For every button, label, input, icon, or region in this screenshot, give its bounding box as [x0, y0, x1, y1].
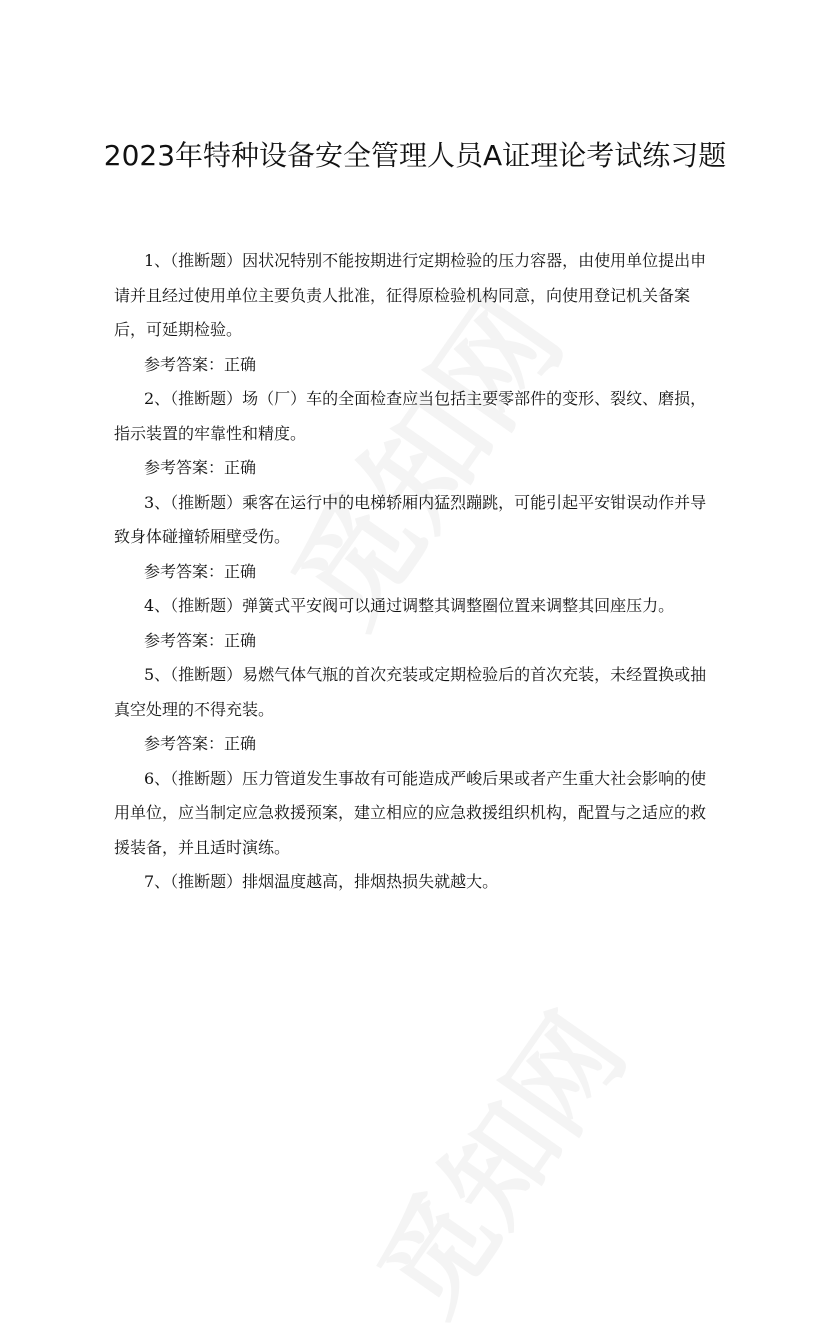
answer-3: 参考答案：正确 — [144, 561, 257, 581]
question-list — [114, 244, 720, 900]
answer-4: 参考答案：正确 — [144, 630, 257, 650]
question-1: 1、（推断题）因状况特别不能按期进行定期检验的压力容器，由使用单位提出申请并且经过使用单位主要负责人批准，征得原检验机构同意，向使用登记机关备案后，可延期检验。 — [114, 251, 707, 339]
question-3: 3、（推断题）乘客在运行中的电梯轿厢内猛烈蹦跳，可能引起平安钳误动作并导致身体碰撞轿厢壁受伤。 — [114, 492, 707, 546]
question-7: 7、（推断题）排烟温度越高，排烟热损失就越大。 — [144, 872, 499, 891]
question-4: 4、（推断题）弹簧式平安阀可以通过调整其调整圈位置来调整其回座压力。 — [144, 596, 675, 615]
answer-5: 参考答案：正确 — [144, 734, 257, 753]
question-2: 2、（推断题）场（厂）车的全面检查应当包括主要零部件的变形、裂纹、磨损，指示装置的牢靠性和精度。 — [114, 389, 707, 443]
question-5: 5、（推断题）易燃气体气瓶的首次充装或定期检验后的首次充装，未经置换或抽真空处理的不得充装。 — [114, 665, 707, 719]
question-6: 6、（推断题）压力管道发生事故有可能造成严峻后果或者产生重大社会影响的使用单位，应当制定应急救援预案，建立相应的应急救援组织机构，配置与之适应的救援装备，并且适时演练。 — [114, 768, 707, 857]
document-title: 2023年特种设备安全管理人员A证理论考试练习题 — [103, 139, 727, 172]
answer-1: 参考答案：正确 — [144, 354, 257, 374]
answer-2: 参考答案：正确 — [144, 458, 257, 477]
